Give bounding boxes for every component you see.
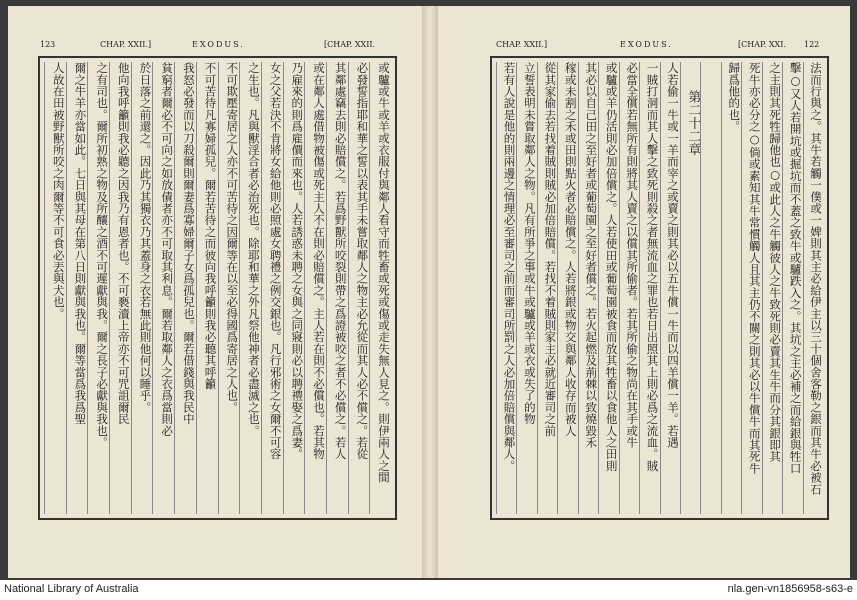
text-column: 或在鄰人處借物被傷或死主人不在則必賠償之。主人若在則不必償也。若其物: [304, 62, 326, 514]
text-column: 一賊打洞而其人擊之致死則殺之者無流血之罪也若日出照其上則必爲之流血。賊: [639, 62, 659, 514]
left-book-title: EXODUS.: [192, 40, 245, 49]
text-column: 人故在田被野獸所咬之肉爾等不可食必丟與犬也。: [44, 62, 66, 514]
text-column: 爾之牛羊亦當如此。七日與其母在第八日則獻與我也。爾等當爲我爲聖: [66, 62, 88, 514]
left-text-columns: [44, 62, 391, 514]
text-column: 從其家偷去若找着賊則賊必加倍賠償。若找不着賊則家主必就近審司之前: [537, 62, 557, 514]
text-column: [700, 62, 720, 514]
right-text-columns: [496, 62, 823, 514]
text-column: 必發誓指耶和華之誓以表其手未嘗取鄰人之物主必允從而其人必不償之。若從: [348, 62, 370, 514]
text-column: 歸爲他的也。: [721, 62, 741, 514]
right-text-frame: [490, 56, 829, 520]
text-column: 人若偷一牛或一羊而宰之或賣之則其必以五牛償一牛而以四羊償一羊。若遇: [660, 62, 680, 514]
right-page-number: 122: [804, 40, 820, 49]
text-column: 女之父若決不肯將女給他則必照處女聘禮之例交銀也。凡行邪術之女爾不可容: [261, 62, 283, 514]
text-column: 之生也。凡與獸淫合者必治死也。除耶和華之外凡祭他神者必盡滅之也。: [239, 62, 261, 514]
text-column: 死牛亦必分之○倘或素知其牛常慣觸人且其主仍不關之則其必以牛償牛而其死牛: [741, 62, 761, 514]
text-column: 法而行與之。其牛若觸一僕或一婢則其主必給伊主以三十個舍客勒之銀而其牛必被石: [803, 62, 823, 514]
left-chapter-label: CHAP. XXII.]: [100, 40, 152, 49]
right-chapter-label: CHAP. XXII.]: [496, 40, 548, 49]
text-column: 我怒必發而以刀殺爾則爾妻爲寡婦爾子女爲孤兒也。爾若借錢與我民中: [174, 62, 196, 514]
text-column: 其必以自己田之至好者或葡萄園之至好者償之。若火起燃及荊棘以致燒毀禾: [578, 62, 598, 514]
text-column: 乃雇來的則爲雇價而來也。人若誘惑未聘之女與之同寢則必以聘禮娶之爲妻。: [283, 62, 305, 514]
right-page: [438, 6, 850, 578]
left-page-number: 123: [40, 40, 56, 49]
footer-library-name: National Library of Australia: [4, 583, 139, 595]
text-column: 其鄰處竊去則必賠償之。若爲野獸所咬裂則帶之爲證被咬之者不必償之。若人: [326, 62, 348, 514]
text-column: 第二十二章: [680, 62, 700, 514]
text-column: 必當全償若無所有則將其人賣之以償其所偷者。若其所偷之物尚在其手或牛: [619, 62, 639, 514]
text-column: 之有司也。爾所初熟之物及所釀之酒不可遲獻與我。爾之長子必獻與我也。: [87, 62, 109, 514]
text-column: 稼或未割之禾或田則點火者必賠償之。人若將銀或物交與鄰人收存而被人: [557, 62, 577, 514]
right-book-title: EXODUS.: [620, 40, 673, 49]
text-column: 或驢或羊仍活則必加倍償之。人若使田或葡萄園被食而放其牲畜以食他人之田則: [598, 62, 618, 514]
left-page: [8, 6, 422, 578]
text-column: 若有人說是他的則兩邊之情理必至審司之前而審司所罰之人必加倍賠償與鄰人。: [496, 62, 516, 514]
left-text-frame: [38, 56, 397, 520]
text-column: 之主則其死牲歸他也○或此人之牛觸彼人之牛致死則必賣其生牛而分其銀即其: [762, 62, 782, 514]
book-gutter: [422, 6, 438, 578]
text-column: 不可苦待凡寡婦孤兒。爾若苦待之而彼向我呼籲則我必聽其呼籲: [196, 62, 218, 514]
right-page-header: [438, 40, 850, 54]
text-column: 他向我呼籲則我必聽之因我乃有恩者也。不可褻瀆上帝亦不可咒詛爾民: [109, 62, 131, 514]
footer-bar: [0, 580, 857, 600]
left-chapter-label-right: [CHAP. XXII.: [324, 40, 376, 49]
text-column: 擊○又人若開坑或掘坑而不蓋之致牛或驢跌入之。其坑之主必補之而給銀與牲口: [782, 62, 802, 514]
left-page-header: [8, 40, 422, 54]
text-column: 或驢或牛或羊或衣服付與鄰人看守而牲畜或死或傷或走失無人見之。則伊兩人之間: [369, 62, 391, 514]
text-column: 於日落之前還之。因此乃其獨衣乃其蓋身之衣若無此則他何以睡乎。: [131, 62, 153, 514]
text-column: 不可欺壓寄居之人亦不可苦待之因爾等在以至必得國爲寄居之人也。: [218, 62, 240, 514]
text-column: 立誓表明未嘗取鄰人之物。凡有所爭之事或牛或驢或羊或衣或失了的物: [516, 62, 536, 514]
right-chapter-label-right: [CHAP. XXI.: [738, 40, 786, 49]
footer-record-id: nla.gen-vn1856958-s63-e: [727, 583, 853, 595]
text-column: 貧窮者爾必不可向之如放債者亦不可取其利息。爾若取鄰人之衣爲當則必: [152, 62, 174, 514]
book-spread: [8, 6, 850, 578]
